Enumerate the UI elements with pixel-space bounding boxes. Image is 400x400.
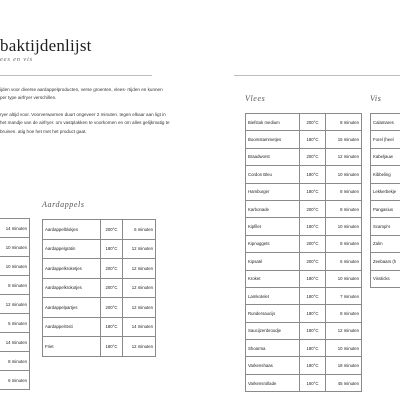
product-cell: Biefstuk medium <box>246 114 300 131</box>
table-row <box>43 220 156 240</box>
product-cell: Aardappelblokjes <box>43 220 101 240</box>
table-row <box>371 270 400 287</box>
table-row <box>43 337 156 357</box>
time-cell: 6 minuten <box>0 371 30 390</box>
time-cell: 5 minuten <box>0 314 30 333</box>
temp-cell: 180°C <box>300 322 326 339</box>
time-cell: 14 minuten <box>0 333 30 352</box>
product-cell: Lekkerbekje <box>371 183 400 200</box>
aardappels-table <box>42 219 156 357</box>
table-row <box>246 218 362 235</box>
table-row <box>43 278 156 298</box>
product-cell: Hamburger <box>246 183 300 200</box>
temp-cell: 180°C <box>300 131 326 148</box>
product-cell: Zalm <box>371 235 400 252</box>
time-cell: 10 minuten <box>0 238 30 257</box>
time-cell: 8 minuten <box>0 276 30 295</box>
product-cell: Kipsaté <box>246 253 300 270</box>
time-cell: 8 minuten <box>326 183 362 200</box>
table-row <box>0 333 30 352</box>
product-cell: Aardappelrösti <box>43 317 101 337</box>
temp-cell: 200°C <box>101 259 123 279</box>
table-row <box>246 166 362 183</box>
time-cell: 12 minuten <box>123 239 156 259</box>
time-cell: 12 minuten <box>123 337 156 357</box>
temp-cell: 180°C <box>101 337 123 357</box>
time-cell: 10 minuten <box>326 270 362 287</box>
table-row <box>246 253 362 270</box>
product-cell: Varkenshaas <box>246 357 300 374</box>
table-row <box>0 257 30 276</box>
table-row <box>246 322 362 339</box>
table-row <box>246 114 362 131</box>
product-cell: Pangasius <box>371 200 400 217</box>
product-cell: Shoarma <box>246 340 300 357</box>
table-row <box>0 276 30 295</box>
temp-cell: 180°C <box>300 183 326 200</box>
intro-paragraph-1: ijden voor diverse aardappelproducten, verse groenten, vlees- rtijden en kunnen per type airfryer verschillen. <box>0 87 163 101</box>
time-cell: 8 minuten <box>326 114 362 131</box>
product-cell: Rundersaucijs <box>246 305 300 322</box>
page-subtitle: ees en vis <box>0 56 33 63</box>
time-cell: 12 minuten <box>123 298 156 318</box>
aardappels-heading: Aardappels <box>42 200 85 209</box>
product-cell: Scampi's <box>371 218 400 235</box>
temp-cell: 200°C <box>300 200 326 217</box>
product-cell: Forel (heel <box>371 131 400 148</box>
temp-cell: 180°C <box>300 218 326 235</box>
time-cell: 10 minuten <box>0 257 30 276</box>
table-row <box>246 305 362 322</box>
table-row <box>43 259 156 279</box>
time-cell: 6 minuten <box>326 253 362 270</box>
time-cell: 18 minuten <box>326 357 362 374</box>
temp-cell: 180°C <box>300 287 326 304</box>
temp-cell: 180°C <box>300 340 326 357</box>
temp-cell: 200°C <box>300 253 326 270</box>
time-cell: 14 minuten <box>123 317 156 337</box>
product-cell: Braadworst <box>246 148 300 165</box>
product-cell: Karbonade <box>246 200 300 217</box>
table-row <box>246 148 362 165</box>
table-row <box>0 238 30 257</box>
product-cell: Lamkotelet <box>246 287 300 304</box>
product-cell: Kipfilet <box>246 218 300 235</box>
temp-cell: 180°C <box>300 357 326 374</box>
product-cell: Zeebaars (h <box>371 253 400 270</box>
table-row <box>371 114 400 131</box>
table-row <box>246 287 362 304</box>
temp-cell: 200°C <box>300 148 326 165</box>
time-cell: 6 minuten <box>123 220 156 240</box>
temp-cell: 180°C <box>300 166 326 183</box>
product-cell: Aardappelpartjes <box>43 298 101 318</box>
temp-cell: 200°C <box>101 298 123 318</box>
page-title: baktijdenlijst <box>0 36 92 55</box>
table-row <box>43 317 156 337</box>
table-row <box>246 270 362 287</box>
divider-left <box>0 75 152 76</box>
time-cell: 45 minuten <box>326 374 362 391</box>
table-row <box>0 219 30 238</box>
table-row <box>371 166 400 183</box>
divider-right <box>234 75 400 76</box>
table-row <box>246 340 362 357</box>
temp-cell: 180°C <box>300 270 326 287</box>
time-cell: 8 minuten <box>326 305 362 322</box>
temp-cell: 180°C <box>300 305 326 322</box>
table-row <box>246 200 362 217</box>
time-cell: 12 minuten <box>326 322 362 339</box>
time-cell: 10 minuten <box>326 218 362 235</box>
time-cell: 7 minuten <box>326 287 362 304</box>
time-cell: 8 minuten <box>0 352 30 371</box>
product-cell: Vissticks <box>371 270 400 287</box>
product-cell: Aardappelkrokotjes <box>43 278 101 298</box>
product-cell: Calamares <box>371 114 400 131</box>
table-row <box>246 374 362 391</box>
product-cell: Kabeljauw <box>371 148 400 165</box>
table-row <box>0 314 30 333</box>
table-row <box>0 352 30 371</box>
table-row <box>371 131 400 148</box>
product-cell: Varkensrollade <box>246 374 300 391</box>
table-row <box>246 183 362 200</box>
time-cell: 10 minuten <box>326 166 362 183</box>
time-cell: 12 minuten <box>326 148 362 165</box>
table-row <box>246 357 362 374</box>
product-cell: Boomstammetjes <box>246 131 300 148</box>
product-cell: Kipnuggets <box>246 235 300 252</box>
table-row <box>371 200 400 217</box>
time-cell: 12 minuten <box>123 259 156 279</box>
table-row <box>43 298 156 318</box>
product-cell: Aardappelkroketjes <box>43 259 101 279</box>
table-row <box>43 239 156 259</box>
intro-paragraph-2: ryer altijd voor. Voorverwarmen duurt ongeveer 2 minuten. tegen elkaar aan ligt in het mandje van de airfryer. om vastplakken te voorkomen en om alles gelijkmatig te bruinen. atig hoe het met het product gaat. <box>0 111 170 134</box>
product-cell: Aardappelgratin <box>43 239 101 259</box>
table-row <box>371 148 400 165</box>
time-cell: 12 minuten <box>0 295 30 314</box>
product-cell: Friet <box>43 337 101 357</box>
product-cell: Cordon Bleu <box>246 166 300 183</box>
time-cell: 14 minuten <box>0 219 30 238</box>
vis-table <box>370 113 400 288</box>
table-row <box>371 253 400 270</box>
product-cell: Kibbeling <box>371 166 400 183</box>
vlees-heading: Vlees <box>245 94 266 103</box>
time-cell: 15 minuten <box>326 131 362 148</box>
table-row <box>0 371 30 390</box>
left-table <box>0 218 30 390</box>
table-row <box>371 183 400 200</box>
vlees-table <box>245 113 362 392</box>
table-row <box>246 131 362 148</box>
vis-heading: Vis <box>370 94 382 103</box>
time-cell: 8 minuten <box>326 235 362 252</box>
temp-cell: 200°C <box>300 114 326 131</box>
intro-text <box>0 86 170 144</box>
product-cell: Saucijzenbroodje <box>246 322 300 339</box>
table-row <box>371 218 400 235</box>
product-cell: Kroket <box>246 270 300 287</box>
temp-cell: 200°C <box>101 220 123 240</box>
time-cell: 12 minuten <box>123 278 156 298</box>
temp-cell: 180°C <box>101 239 123 259</box>
time-cell: 8 minuten <box>326 200 362 217</box>
table-row <box>0 295 30 314</box>
temp-cell: 160°C <box>300 374 326 391</box>
table-row <box>246 235 362 252</box>
table-row <box>371 235 400 252</box>
time-cell: 10 minuten <box>326 340 362 357</box>
temp-cell: 180°C <box>101 317 123 337</box>
temp-cell: 200°C <box>300 235 326 252</box>
temp-cell: 200°C <box>101 278 123 298</box>
